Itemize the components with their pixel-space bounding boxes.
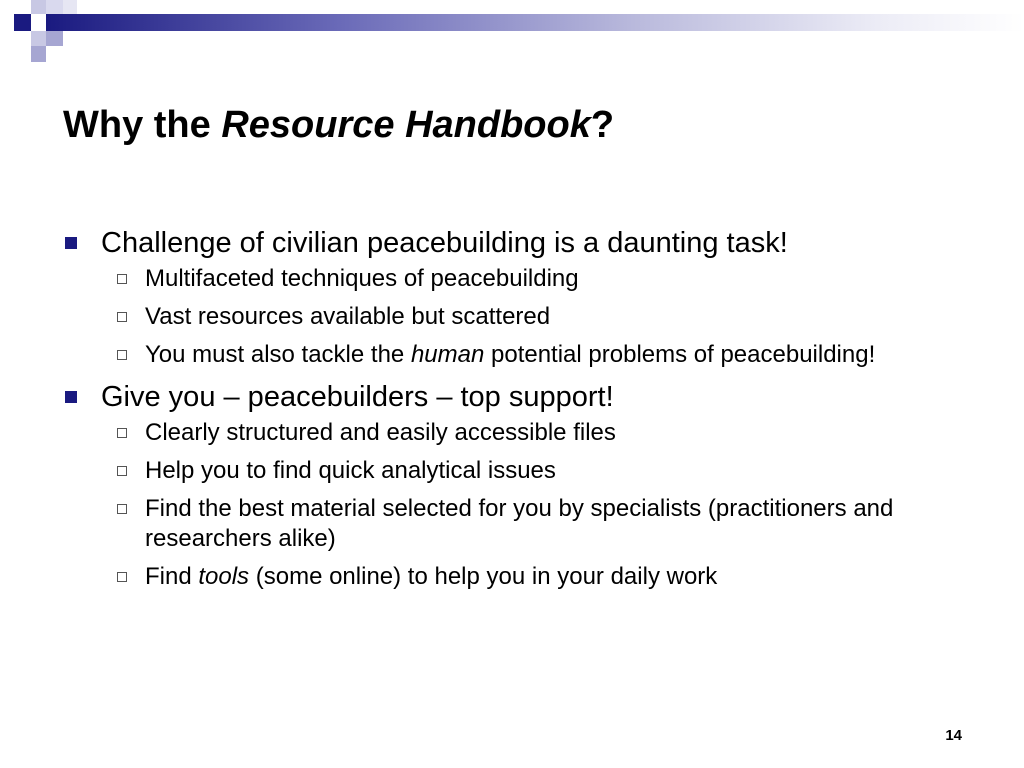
hollow-square-bullet-icon (117, 350, 127, 360)
header-gradient-bar (46, 14, 1024, 31)
hollow-square-bullet-icon (117, 504, 127, 514)
sub-bullet-item (63, 418, 963, 448)
sub-bullet-list (63, 418, 963, 592)
sub-bullet-text: Find the best material selected for you by specialists (practitioners and researchers alike) (145, 495, 894, 552)
sub-bullet-item (63, 494, 963, 554)
hollow-square-bullet-icon (117, 274, 127, 284)
sub-bullet-emphasis: human (410, 341, 485, 368)
hollow-square-bullet-icon (117, 466, 127, 476)
sub-bullet-text-post: potential problems of peacebuilding! (484, 341, 876, 368)
bullet-list (63, 224, 963, 600)
bullet-text: Challenge of civilian peacebuilding is a daunting task! (101, 227, 788, 259)
decor-square (46, 31, 63, 46)
bullet-item (63, 224, 963, 262)
title-text: Why the (63, 104, 222, 146)
sub-bullet-text-post: (some online) to help you in your daily work (249, 563, 718, 590)
sub-bullet-item (63, 302, 963, 332)
decor-square (0, 31, 14, 46)
title-emphasis: Resource Handbook (221, 104, 591, 146)
sub-bullet-text-pre: You must also tackle the (145, 341, 411, 368)
sub-bullet-item (63, 340, 963, 370)
hollow-square-bullet-icon (117, 428, 127, 438)
bullet-text: Give you – peacebuilders – top support! (101, 381, 614, 413)
square-bullet-icon (65, 391, 77, 403)
sub-bullet-list (63, 264, 963, 370)
sub-bullet-text: Multifaceted techniques of peacebuilding (145, 265, 579, 292)
decor-square (31, 31, 46, 46)
sub-bullet-text: Help you to find quick analytical issues (145, 457, 556, 484)
hollow-square-bullet-icon (117, 312, 127, 322)
title-question-mark: ? (590, 104, 615, 146)
sub-bullet-item (63, 264, 963, 294)
bullet-item (63, 378, 963, 416)
sub-bullet-emphasis: tools (198, 563, 250, 590)
sub-bullet-text: Clearly structured and easily accessible files (145, 419, 616, 446)
decor-square (46, 0, 63, 14)
hollow-square-bullet-icon (117, 572, 127, 582)
square-bullet-icon (65, 237, 77, 249)
sub-bullet-text-pre: Find (145, 563, 199, 590)
page-number: 14 (945, 727, 962, 744)
sub-bullet-text: Vast resources available but scattered (145, 303, 551, 330)
decor-square (31, 0, 46, 14)
decor-square (31, 46, 46, 62)
sub-bullet-item (63, 456, 963, 486)
decor-square (14, 14, 31, 31)
slide-title (63, 104, 614, 147)
sub-bullet-item (63, 562, 963, 592)
decor-square (63, 0, 77, 14)
